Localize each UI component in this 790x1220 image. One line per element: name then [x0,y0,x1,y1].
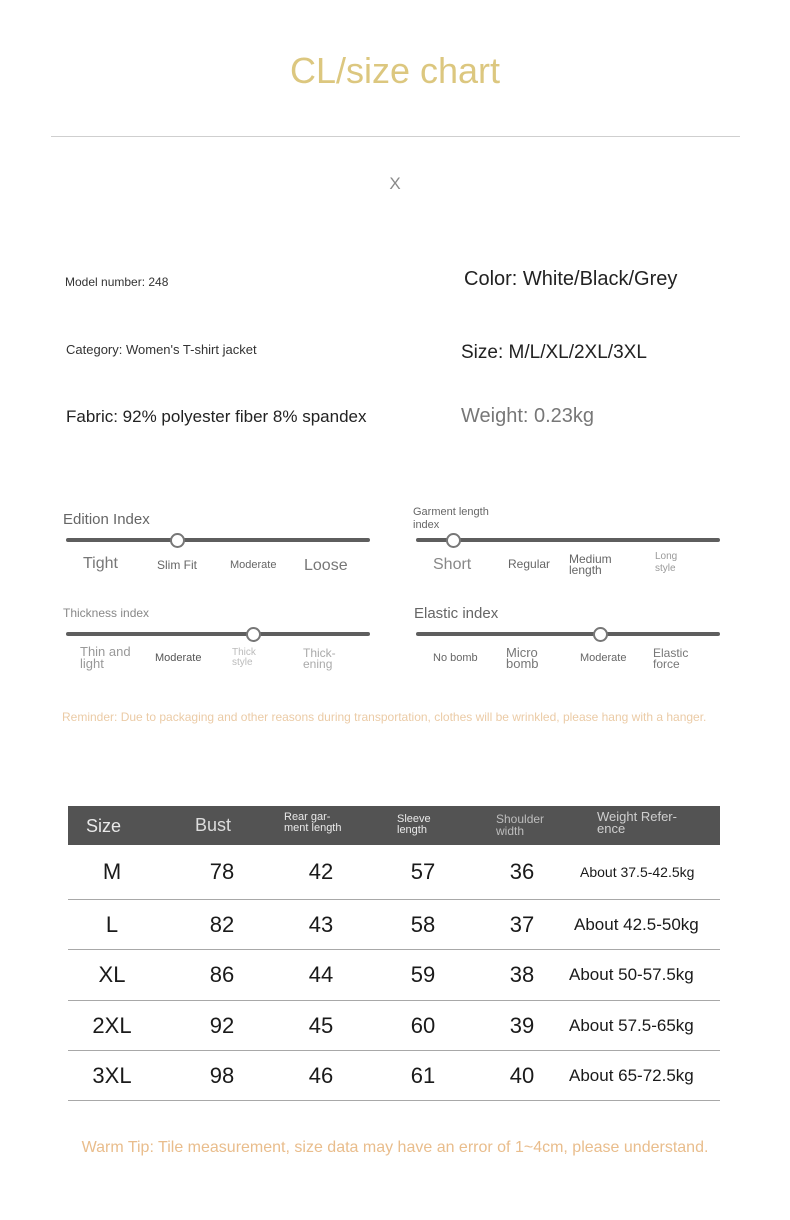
cell-shoulder: 39 [509,1013,535,1038]
cell-sleeve: 61 [410,1063,436,1088]
cell-rear: 45 [308,1013,334,1038]
cell-weight: About 42.5-50kg [574,915,699,934]
table-row [68,1001,720,1051]
cell-bust: 86 [209,962,235,987]
edition-index-title: Edition Index [63,511,150,528]
warm-tip: Warm Tip: Tile measurement, size data may have an error of 1~4cm, please understand. [81,1139,709,1156]
header-bust: Bust [195,815,232,835]
garment-length-tick: length [569,563,602,577]
cell-rear: 42 [308,859,334,884]
table-row [68,845,720,900]
garment-length-title-line1: Garment length [413,506,489,518]
cell-sleeve: 59 [410,962,436,987]
thickness-tick: style [232,657,253,668]
garment-length-title-line2: index [413,519,440,531]
header-rear-line1: Rear gar- [284,811,331,823]
cell-weight: About 57.5-65kg [569,1016,694,1035]
elastic-index-title: Elastic index [414,605,499,622]
cell-size: XL [98,962,126,987]
edition-tick: Tight [83,555,118,572]
elastic-tick: Micro [506,645,538,660]
elastic-tick: Moderate [580,652,627,664]
cell-bust: 82 [209,912,235,937]
page-title: CL/size chart [289,50,501,91]
cell-weight: About 37.5-42.5kg [580,864,695,880]
header-sleeve-line2: length [397,824,427,836]
edition-tick: Slim Fit [157,558,197,572]
garment-length-tick: Short [433,556,472,573]
cell-size: 2XL [92,1013,132,1038]
cell-sleeve: 58 [410,912,436,937]
garment-length-tick: style [655,563,676,574]
cell-rear: 46 [308,1063,334,1088]
cell-size: M [102,859,122,884]
cell-weight: About 65-72.5kg [569,1066,694,1085]
cell-size: L [105,912,119,937]
close-icon[interactable]: X [389,174,401,193]
edition-tick: Moderate [230,559,277,571]
cell-shoulder: 36 [509,859,535,884]
cell-weight: About 50-57.5kg [569,965,694,984]
header-weight-line1: Weight Refer- [597,809,677,824]
cell-rear: 44 [308,962,334,987]
cell-bust: 92 [209,1013,235,1038]
elastic-index-track[interactable] [416,632,720,636]
size-info: Size: M/L/XL/2XL/3XL [461,342,647,363]
garment-length-tick: Regular [508,557,551,571]
garment-length-track[interactable] [416,538,720,542]
header-shoulder-line2: width [496,824,525,838]
garment-length-tick: Medium [569,552,612,566]
header-shoulder-line1: Shoulder [496,812,545,826]
cell-shoulder: 37 [509,912,535,937]
cell-size: 3XL [92,1063,132,1088]
thickness-tick: Thin and [80,644,131,659]
header-rear-line2: ment length [284,822,342,834]
header-sleeve-line1: Sleeve [397,813,431,825]
thickness-tick: Thick- [303,646,336,660]
cell-shoulder: 38 [509,962,535,987]
cell-rear: 43 [308,912,334,937]
elastic-tick: No bomb [433,652,478,664]
cell-bust: 78 [209,859,235,884]
thickness-index-track[interactable] [66,632,370,636]
edition-index-track[interactable] [66,538,370,542]
thickness-index-knob[interactable] [246,627,261,642]
category: Category: Women's T-shirt jacket [66,342,257,357]
table-header [68,806,720,845]
elastic-tick: Elastic [653,646,689,660]
table-row [68,900,720,950]
divider [51,136,740,137]
thickness-tick: Thick [232,647,256,658]
elastic-index-knob[interactable] [593,627,608,642]
elastic-tick: force [653,657,680,671]
thickness-tick: light [80,656,104,671]
model-number: Model number: 248 [65,275,169,289]
reminder-text: Reminder: Due to packaging and other reasons during transportation, clothes will be wrinkled, please hang with a hanger. [62,710,707,724]
thickness-index-title: Thickness index [63,606,150,620]
header-size: Size [86,816,122,836]
table-row [68,950,720,1001]
thickness-tick: ening [303,657,333,671]
garment-length-knob[interactable] [446,533,461,548]
elastic-tick: bomb [506,656,539,671]
header-weight-line2: ence [597,821,626,836]
fabric: Fabric: 92% polyester fiber 8% spandex [66,407,367,426]
thickness-tick: Moderate [155,652,202,664]
color-info: Color: White/Black/Grey [464,268,678,290]
cell-shoulder: 40 [509,1063,535,1088]
edition-tick: Loose [304,557,348,574]
table-row [68,1051,720,1101]
size-table [68,806,720,1101]
cell-sleeve: 60 [410,1013,436,1038]
cell-bust: 98 [209,1063,235,1088]
garment-length-tick: Long [655,551,678,562]
weight-info: Weight: 0.23kg [461,405,595,427]
edition-index-knob[interactable] [170,533,185,548]
cell-sleeve: 57 [410,859,436,884]
